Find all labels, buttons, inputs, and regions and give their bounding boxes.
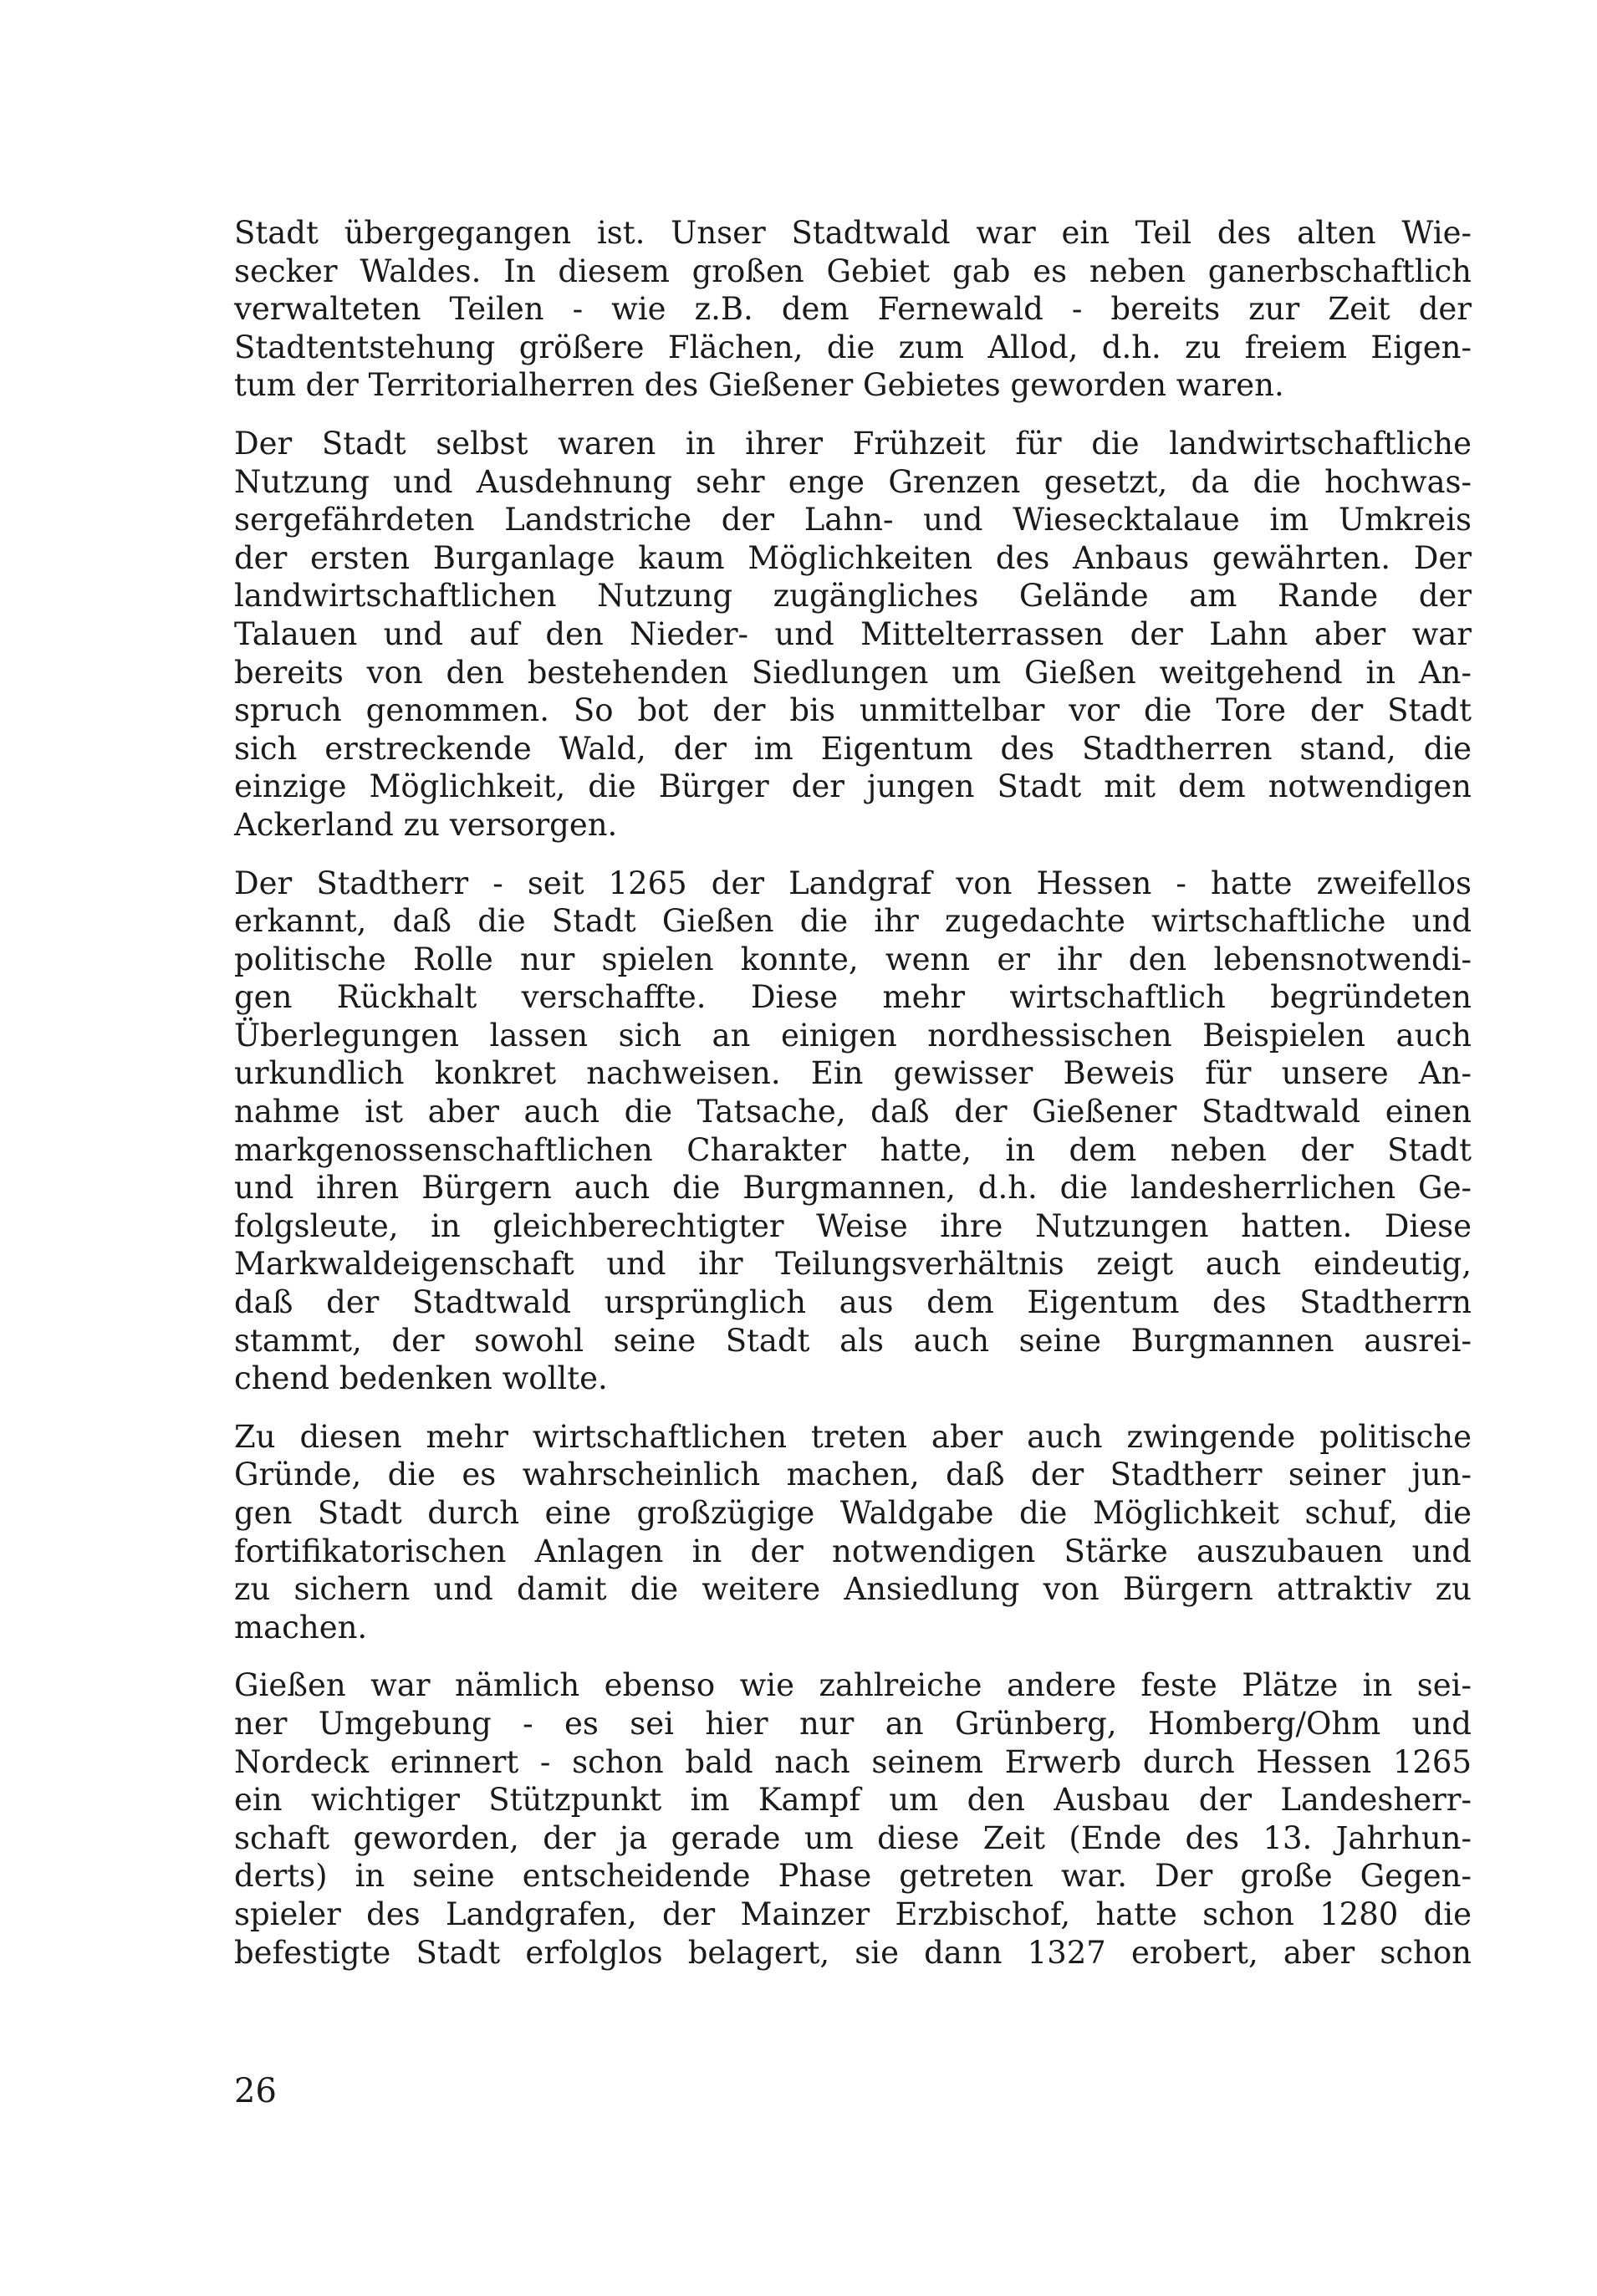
text-line: gen Stadt durch eine großzügige Waldgabe die Möglichkeit schuf, die <box>234 1495 1472 1531</box>
text-line: tum der Territorialherren des Gießener Gebietes geworden waren. <box>234 367 1284 404</box>
text-line: schaft geworden, der ja gerade um diese Zeit (Ende des 13. Jahrhun- <box>234 1819 1472 1856</box>
text-line: sich erstreckende Wald, der im Eigentum des Stadtherren stand, die <box>234 730 1472 767</box>
paragraph <box>234 214 1472 405</box>
text-line: urkundlich konkret nachweisen. Ein gewisser Beweis für unsere An- <box>234 1055 1472 1092</box>
page-number: 26 <box>234 2072 277 2110</box>
text-line: Der Stadt selbst waren in ihrer Frühzeit für die landwirtschaftliche <box>234 425 1472 462</box>
text-line: befestigte Stadt erfolglos belagert, sie dann 1327 erobert, aber schon <box>234 1934 1472 1971</box>
text-line: chend bedenken wollte. <box>234 1360 608 1397</box>
text-line: der ersten Burganlage kaum Möglichkeiten des Anbaus gewährten. Der <box>234 539 1472 576</box>
text-line: Markwaldeigenschaft und ihr Teilungsverhältnis zeigt auch eindeutig, <box>234 1246 1472 1283</box>
text-line: sergefährdeten Landstriche der Lahn- und Wiesecktalaue im Umkreis <box>234 502 1472 538</box>
text-line: spruch genommen. So bot der bis unmittelbar vor die Tore der Stadt <box>234 692 1472 729</box>
text-line: Überlegungen lassen sich an einigen nordhessischen Beispielen auch <box>234 1017 1472 1054</box>
text-line: Stadtentstehung größere Flächen, die zum Allod, d.h. zu freiem Eigen- <box>234 329 1472 365</box>
text-line: Stadt übergegangen ist. Unser Stadtwald war ein Teil des alten Wie- <box>234 215 1472 251</box>
text-line: Gründe, die es wahrscheinlich machen, daß der Stadtherr seiner jun- <box>234 1457 1472 1493</box>
text-line: landwirtschaftlichen Nutzung zugängliches Gelände am Rande der <box>234 578 1472 615</box>
text-line: Nordeck erinnert - schon bald nach seinem Erwerb durch Hessen 1265 <box>234 1743 1472 1780</box>
text-line: fortifikatorischen Anlagen in der notwendigen Stärke auszubauen und <box>234 1533 1472 1569</box>
text-line: stammt, der sowohl seine Stadt als auch seine Burgmannen ausrei- <box>234 1322 1472 1359</box>
text-line: einzige Möglichkeit, die Bürger der jungen Stadt mit dem notwendigen <box>234 768 1472 805</box>
paragraph <box>234 425 1472 844</box>
body-text <box>234 214 1472 1992</box>
text-line: zu sichern und damit die weitere Ansiedlung von Bürgern attraktiv zu <box>234 1571 1472 1608</box>
text-line: folgsleute, in gleichberechtigter Weise ihre Nutzungen hatten. Diese <box>234 1207 1472 1244</box>
text-line: Nutzung und Ausdehnung sehr enge Grenzen gesetzt, da die hochwas- <box>234 463 1472 500</box>
text-line: Ackerland zu versorgen. <box>234 806 618 843</box>
text-line: Talauen und auf den Nieder- und Mittelterrassen der Lahn aber war <box>234 615 1472 652</box>
text-line: Zu diesen mehr wirtschaftlichen treten aber auch zwingende politische <box>234 1418 1472 1455</box>
text-line: markgenossenschaftlichen Charakter hatte, in dem neben der Stadt <box>234 1131 1472 1168</box>
text-line: machen. <box>234 1609 368 1645</box>
text-line: daß der Stadtwald ursprünglich aus dem Eigentum des Stadtherrn <box>234 1284 1472 1321</box>
text-line: ein wichtiger Stützpunkt im Kampf um den Ausbau der Landesherr- <box>234 1782 1472 1819</box>
text-line: und ihren Bürgern auch die Burgmannen, d.h. die landesherrlichen Ge- <box>234 1170 1472 1207</box>
text-line: gen Rückhalt verschaffte. Diese mehr wirtschaftlich begründeten <box>234 979 1472 1016</box>
text-line: derts) in seine entscheidende Phase getreten war. Der große Gegen- <box>234 1858 1472 1895</box>
paragraph <box>234 1418 1472 1647</box>
text-line: Gießen war nämlich ebenso wie zahlreiche andere feste Plätze in sei- <box>234 1667 1472 1704</box>
text-line: politische Rolle nur spielen konnte, wenn er ihr den lebensnotwendi- <box>234 941 1472 977</box>
paragraph <box>234 865 1472 1398</box>
text-line: erkannt, daß die Stadt Gießen die ihr zugedachte wirtschaftliche und <box>234 903 1472 940</box>
text-line: bereits von den bestehenden Siedlungen um Gießen weitgehend in An- <box>234 654 1472 691</box>
text-line: secker Waldes. In diesem großen Gebiet gab es neben ganerbschaftlich <box>234 253 1472 289</box>
text-line: spieler des Landgrafen, der Mainzer Erzbischof, hatte schon 1280 die <box>234 1895 1472 1932</box>
text-line: Der Stadtherr - seit 1265 der Landgraf von Hessen - hatte zweifellos <box>234 865 1472 901</box>
text-line: ner Umgebung - es sei hier nur an Grünberg, Homberg/Ohm und <box>234 1705 1472 1742</box>
paragraph <box>234 1666 1472 1972</box>
text-line: verwalteten Teilen - wie z.B. dem Fernewald - bereits zur Zeit der <box>234 291 1472 328</box>
text-line: nahme ist aber auch die Tatsache, daß der Gießener Stadtwald einen <box>234 1094 1472 1130</box>
